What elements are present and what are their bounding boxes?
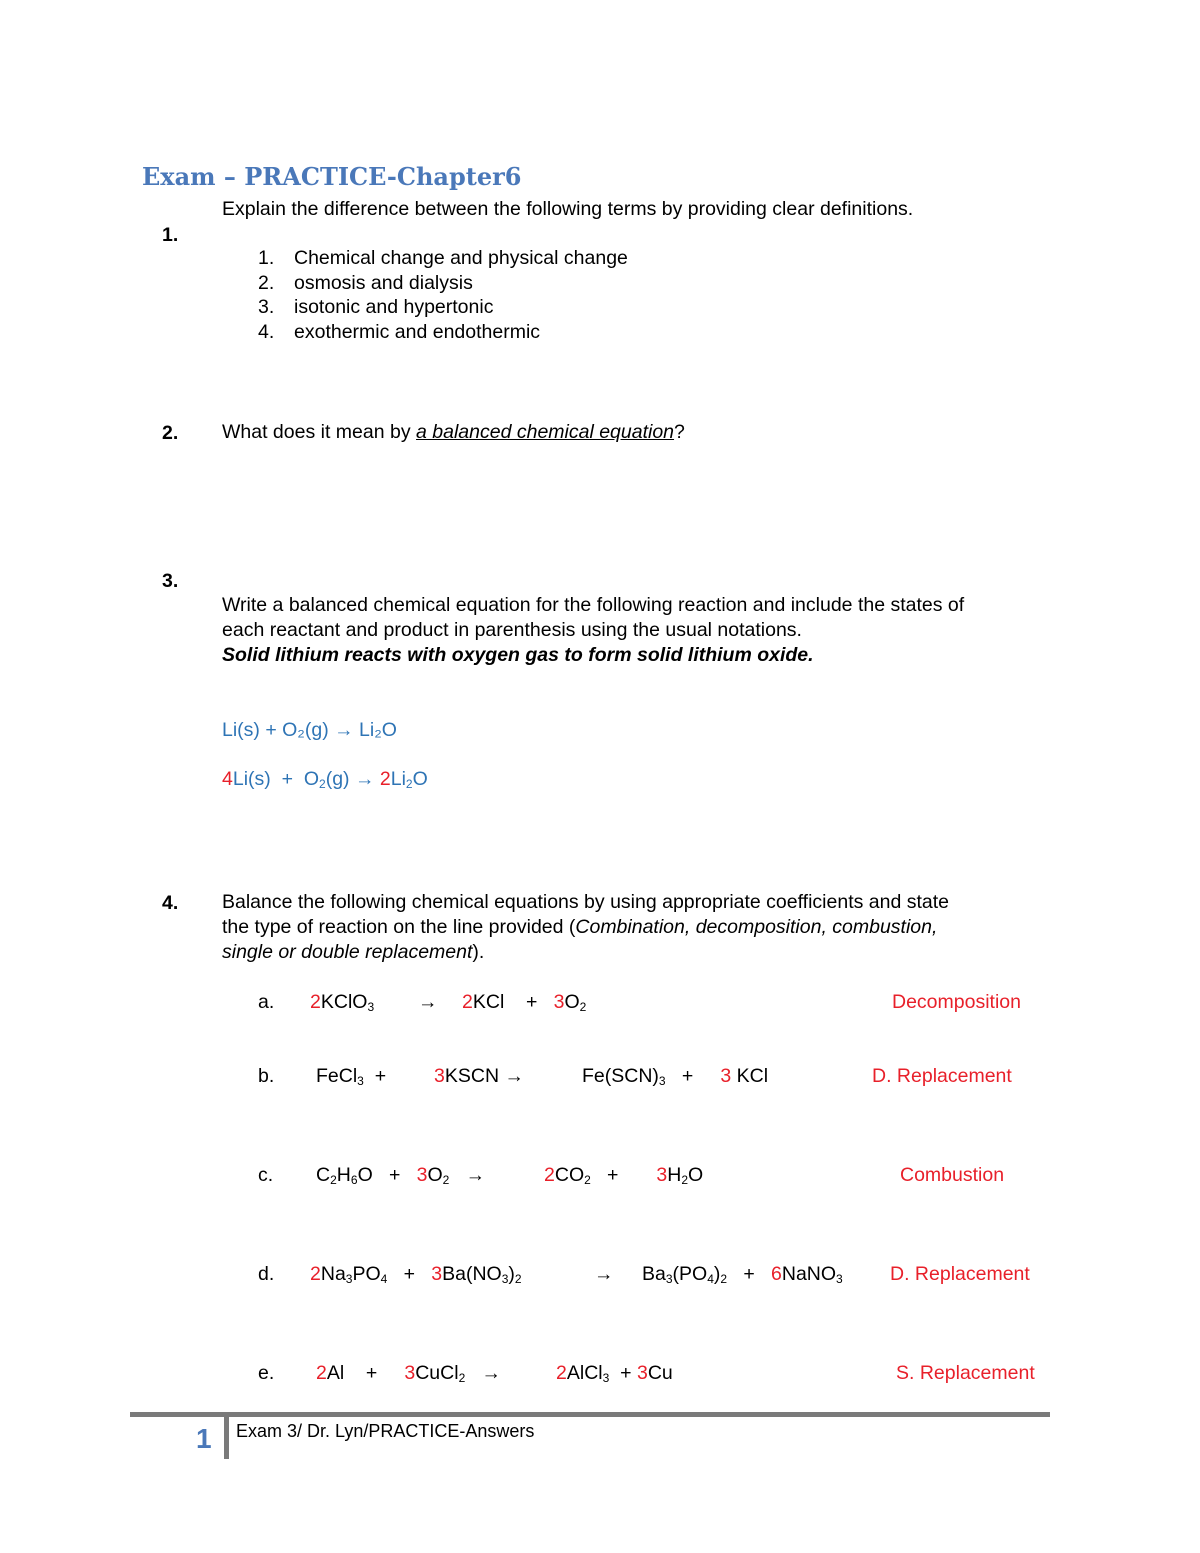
q2-prefix: What does it mean by bbox=[222, 421, 417, 443]
q2-term: a balanced chemical equation bbox=[416, 421, 675, 443]
q1-list-item bbox=[258, 271, 473, 296]
footer-text: Exam 3/ Dr. Lyn/PRACTICE-Answers bbox=[236, 1421, 535, 1441]
list-number: 4. bbox=[258, 321, 275, 343]
arrow-icon: → bbox=[594, 1263, 614, 1285]
reaction-type: D. Replacement bbox=[890, 1263, 1030, 1285]
q2-suffix: ? bbox=[674, 421, 685, 443]
coefficient: 4 bbox=[222, 768, 233, 790]
q1-list-item bbox=[258, 246, 628, 271]
q4-line1: Balance the following chemical equations by using appropriate coefficients and state bbox=[222, 891, 950, 913]
question-number-3: 3. bbox=[162, 570, 179, 592]
equation-b-reactant: 3KSCN → bbox=[434, 1065, 524, 1087]
question-number-1: 1. bbox=[162, 224, 179, 246]
equation-c: $C_2H_6O + 3O_2$ → bbox=[316, 1164, 486, 1187]
list-text: isotonic and hypertonic bbox=[294, 296, 494, 318]
q4-line2-plain: the type of reaction on the line provided ( bbox=[222, 916, 576, 938]
q3-unbalanced-equation: Li(s) + O₂(g) → Li₂O bbox=[222, 719, 397, 741]
row-label: a. bbox=[258, 991, 275, 1013]
row-label: c. bbox=[258, 1164, 274, 1186]
q1-list-item bbox=[258, 320, 540, 345]
footer-divider bbox=[130, 1412, 1050, 1417]
q3-line2: each reactant and product in parenthesis using the usual notations. bbox=[222, 619, 802, 641]
footer-vertical-divider bbox=[224, 1417, 229, 1459]
q2-prompt bbox=[222, 420, 685, 445]
list-number: 2. bbox=[258, 272, 275, 294]
list-text: osmosis and dialysis bbox=[294, 272, 473, 294]
equation-e: 2Al + 3CuCl$_2$ → bbox=[316, 1362, 502, 1385]
q3-balanced-equation: $4Li(s) + O_2(g) \to 2Li_2O$ bbox=[222, 768, 428, 791]
arrow-icon: → bbox=[418, 991, 438, 1013]
reaction-type: S. Replacement bbox=[896, 1362, 1035, 1384]
list-number: 3. bbox=[258, 296, 275, 318]
question-number-4: 4. bbox=[162, 892, 179, 914]
q4-line3 bbox=[222, 940, 484, 965]
reaction-type: Decomposition bbox=[892, 991, 1021, 1013]
list-number: 1. bbox=[258, 247, 275, 269]
q4-line3-italic: single or double replacement bbox=[222, 941, 473, 963]
equation-b: FeCl$_3$ + bbox=[316, 1065, 387, 1088]
coefficient: 2 bbox=[379, 768, 391, 790]
equation-d-product: $Ba_3(PO_4)_2$ + 6NaNO$_3$ bbox=[642, 1263, 843, 1286]
list-text: exothermic and endothermic bbox=[294, 321, 541, 343]
q4-line3-plain: ). bbox=[472, 941, 485, 963]
row-label: b. bbox=[258, 1065, 275, 1087]
question-number-2: 2. bbox=[162, 422, 179, 444]
page-title: Exam – PRACTICE-Chapter6 bbox=[142, 162, 522, 191]
equation-a: 2KClO$_3$ bbox=[310, 991, 375, 1014]
q1-list-item bbox=[258, 295, 493, 320]
equation-e-product: 2AlCl$_3$ + 3Cu bbox=[556, 1362, 673, 1385]
page-number: 1 bbox=[196, 1423, 212, 1454]
list-text: Chemical change and physical change bbox=[294, 247, 628, 269]
reaction-type: Combustion bbox=[900, 1164, 1005, 1186]
q3-statement: Solid lithium reacts with oxygen gas to form solid lithium oxide. bbox=[222, 644, 814, 666]
reaction-type: D. Replacement bbox=[872, 1065, 1012, 1087]
q1-prompt: Explain the difference between the following terms by providing clear definitions. bbox=[222, 198, 914, 220]
equation-b-product: $Fe(SCN)_3$ + 3 KCl bbox=[582, 1065, 769, 1088]
row-label: d. bbox=[258, 1263, 275, 1285]
equation-d: $2Na_3PO_4 + 3Ba(NO_3)_2$ bbox=[310, 1263, 522, 1286]
q3-line1: Write a balanced chemical equation for the following reaction and include the states of bbox=[222, 594, 965, 616]
q4-line2-italic: Combination, decomposition, combustion, bbox=[575, 916, 938, 938]
q4-line2 bbox=[222, 915, 937, 940]
equation-a-product: 2KCl + $3O_2$ bbox=[462, 991, 587, 1014]
row-label: e. bbox=[258, 1362, 275, 1384]
equation-c-product: $2CO_2$ + $3H_2O$ bbox=[544, 1164, 704, 1187]
